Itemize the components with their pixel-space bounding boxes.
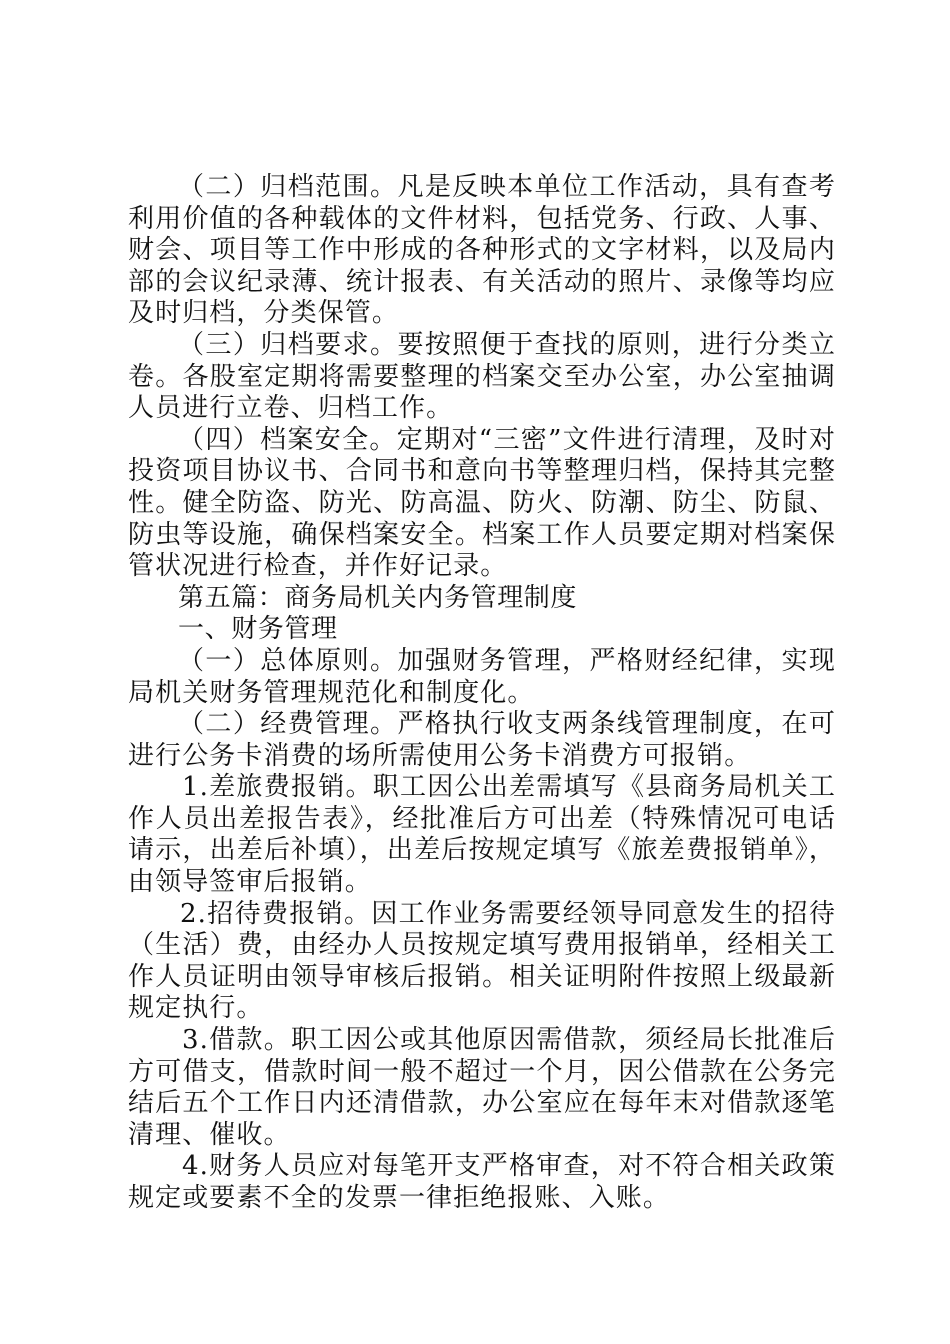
paragraph-hospitality-reimbursement: 2.招待费报销。因工作业务需要经领导同意发生的招待（生活）费，由经办人员按规定填写费用报销单，经相关工作人员证明由领导审核后报销。相关证明附件按照上级最新规定执行。: [128, 898, 836, 1024]
document-body: [128, 172, 836, 1215]
paragraph-archive-security: （四）档案安全。定期对“三密”文件进行清理，及时对投资项目协议书、合同书和意向书等整理归档，保持其完整性。健全防盗、防光、防高温、防火、防潮、防尘、防鼠、防虫等设施，确保档案安全。档案工作人员要定期对档案保管状况进行检查，并作好记录。: [128, 424, 836, 582]
paragraph-travel-reimbursement: 1.差旅费报销。职工因公出差需填写《县商务局机关工作人员出差报告表》，经批准后方可出差（特殊情况可电话请示，出差后补填），出差后按规定填写《旅差费报销单》，由领导签审后报销。: [128, 772, 836, 898]
paragraph-invoice-review: 4.财务人员应对每笔开支严格审查，对不符合相关政策规定或要素不全的发票一律拒绝报账、入账。: [128, 1151, 836, 1213]
section-title: 第五篇：商务局机关内务管理制度: [178, 582, 578, 613]
subsection-title-finance: 一、财务管理: [178, 614, 338, 645]
paragraph-loans: 3.借款。职工因公或其他原因需借款，须经局长批准后方可借支，借款时间一般不超过一个月，因公借款在公务完结后五个工作日内还清借款，办公室应在每年末对借款逐笔清理、催收。: [128, 1025, 836, 1150]
paragraph-general-principle: （一）总体原则。加强财务管理，严格财经纪律，实现局机关财务管理规范化和制度化。: [128, 645, 836, 708]
paragraph-archive-requirements: （三）归档要求。要按照便于查找的原则，进行分类立卷。各股室定期将需要整理的档案交至办公室，办公室抽调人员进行立卷、归档工作。: [128, 329, 836, 424]
paragraph-expense-management: （二）经费管理。严格执行收支两条线管理制度，在可进行公务卡消费的场所需使用公务卡消费方可报销。: [128, 709, 836, 771]
paragraph-archive-scope: （二）归档范围。凡是反映本单位工作活动，具有查考利用价值的各种载体的文件材料，包括党务、行政、人事、财会、项目等工作中形成的各种形式的文字材料，以及局内部的会议纪录薄、统计报表、有关活动的照片、录像等均应及时归档，分类保管。: [128, 172, 836, 329]
